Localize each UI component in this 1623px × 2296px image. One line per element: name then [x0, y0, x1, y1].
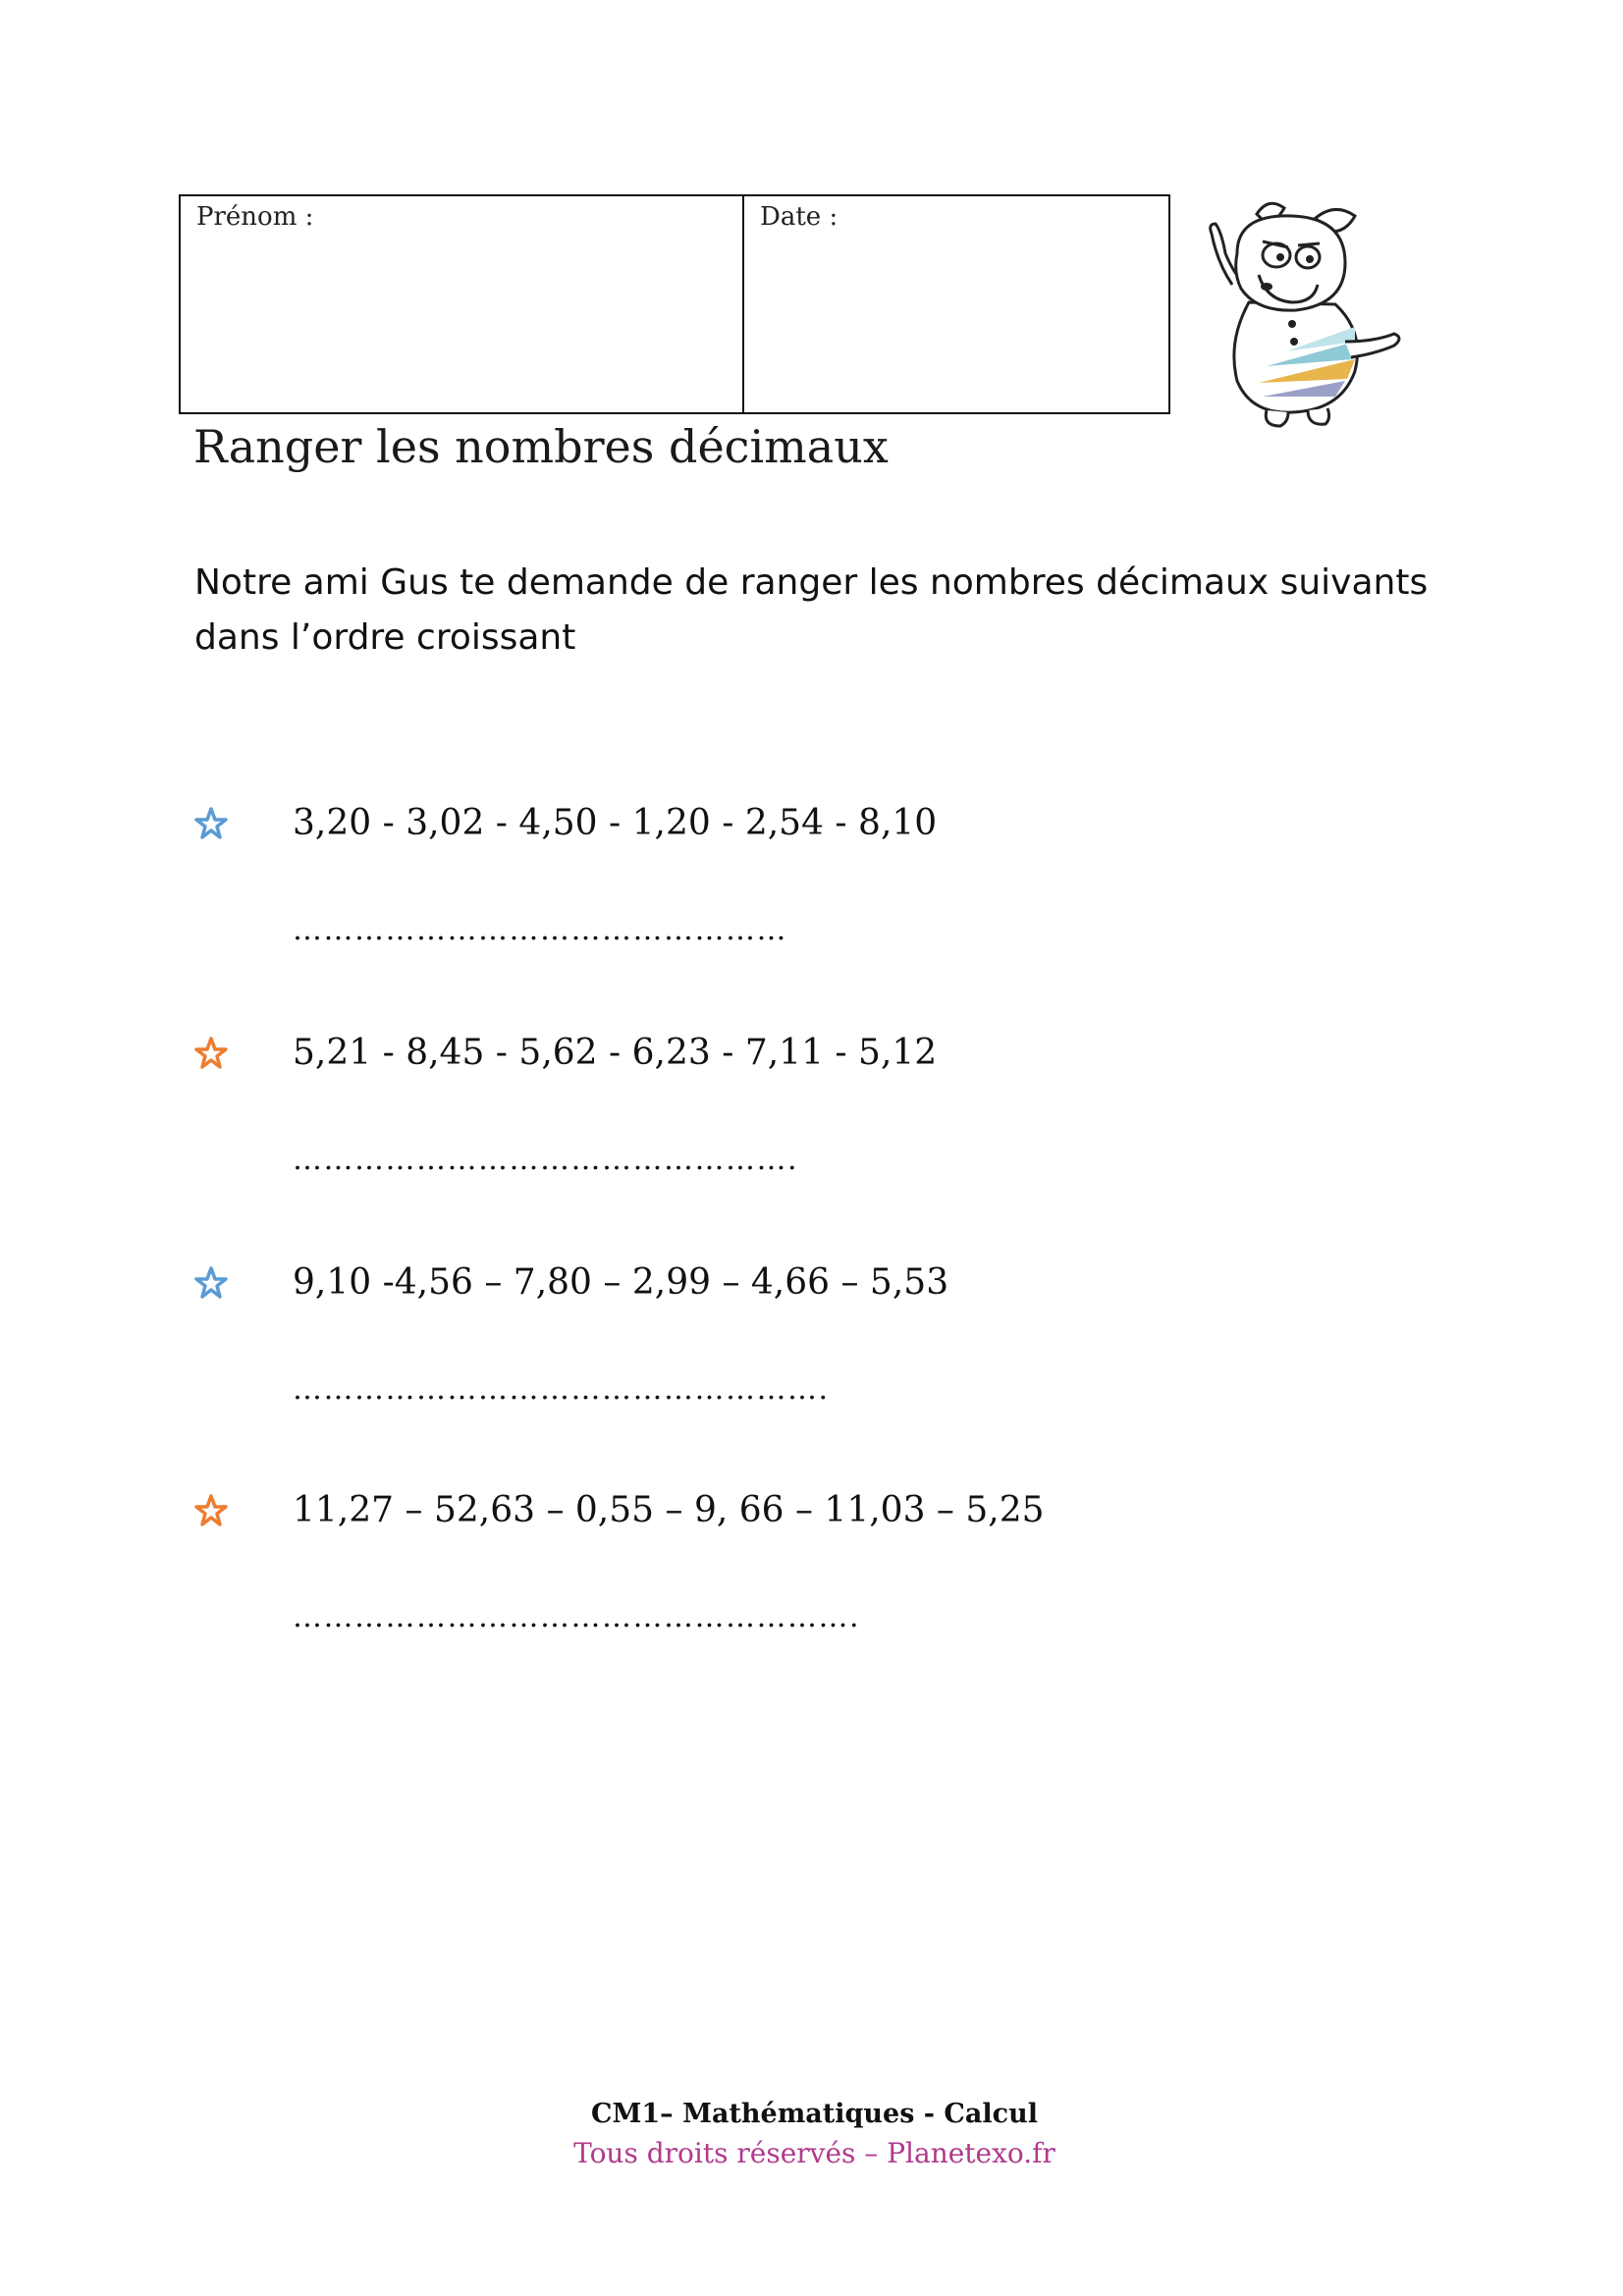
number-sequence: 11,27 – 52,63 – 0,55 – 9, 66 – 11,03 – 5,25 — [293, 1490, 1045, 1530]
instruction-text: Notre ami Gus te demande de ranger les nombres décimaux suivants dans l’ordre croissant — [194, 562, 1429, 658]
name-label: Prénom : — [196, 202, 314, 232]
footer-subject: CM1– Mathématiques - Calcul — [591, 2099, 1038, 2129]
star-icon — [194, 1494, 228, 1527]
footer-copyright: Tous droits réservés – Planetexo.fr — [573, 2137, 1055, 2169]
answer-line[interactable]: ………………………………………………. — [293, 1600, 861, 1634]
star-icon — [194, 1266, 228, 1300]
name-field[interactable] — [181, 196, 744, 412]
answer-line[interactable]: …………………………………………. — [293, 1143, 799, 1177]
number-sequence: 3,20 - 3,02 - 4,50 - 1,20 - 2,54 - 8,10 — [293, 803, 938, 843]
number-sequence: 5,21 - 8,45 - 5,62 - 6,23 - 7,11 - 5,12 — [293, 1033, 938, 1073]
page-title: Ranger les nombres décimaux — [193, 420, 889, 473]
student-info-table — [179, 194, 1170, 414]
answer-line[interactable]: ……………………………………………. — [293, 1372, 830, 1407]
star-icon — [194, 807, 228, 840]
star-icon — [194, 1037, 228, 1070]
answer-line[interactable]: ………………………………………… — [293, 913, 787, 947]
page-footer — [0, 2099, 1623, 2169]
gus-mascot-illustration — [1198, 194, 1414, 430]
date-field[interactable] — [744, 196, 1168, 412]
number-sequence: 9,10 -4,56 – 7,80 – 2,99 – 4,66 – 5,53 — [293, 1262, 949, 1303]
date-label: Date : — [760, 202, 839, 232]
